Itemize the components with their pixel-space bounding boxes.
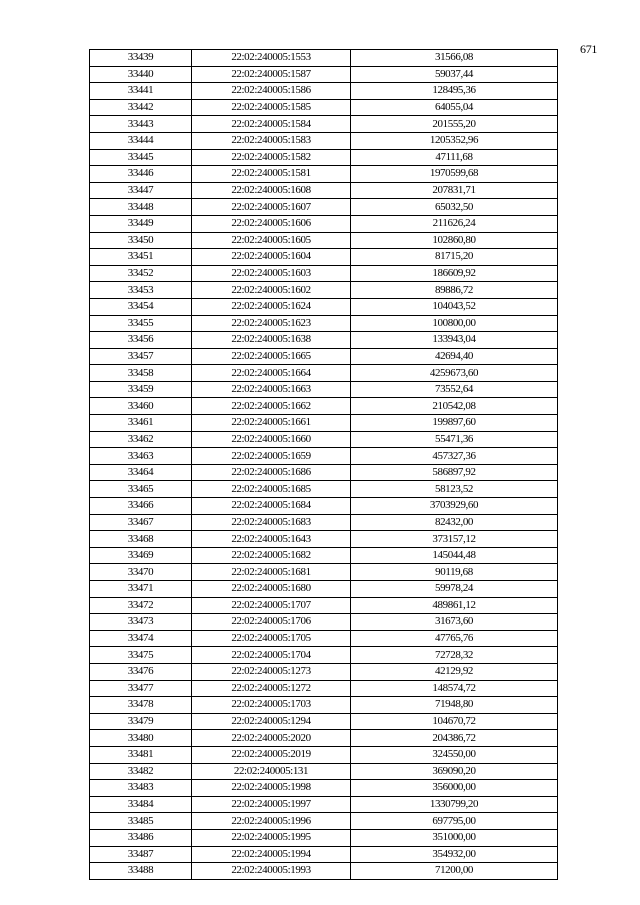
table-row — [90, 713, 558, 730]
table-row — [90, 332, 558, 349]
row-number-cell: 33485 — [90, 813, 192, 830]
table-row — [90, 315, 558, 332]
row-number-cell: 33479 — [90, 713, 192, 730]
row-number-cell: 33486 — [90, 829, 192, 846]
value-cell: 65032,50 — [351, 199, 558, 216]
value-cell: 4259673,60 — [351, 365, 558, 382]
value-cell: 31673,60 — [351, 614, 558, 631]
cadastral-number-cell: 22:02:240005:1603 — [192, 265, 351, 282]
cadastral-number-cell: 22:02:240005:1685 — [192, 481, 351, 498]
table-row — [90, 348, 558, 365]
value-cell: 47765,76 — [351, 630, 558, 647]
cadastral-number-cell: 22:02:240005:1606 — [192, 215, 351, 232]
row-number-cell: 33453 — [90, 282, 192, 299]
cadastral-number-cell: 22:02:240005:1663 — [192, 381, 351, 398]
value-cell: 31566,08 — [351, 50, 558, 67]
row-number-cell: 33471 — [90, 581, 192, 598]
cadastral-number-cell: 22:02:240005:1706 — [192, 614, 351, 631]
cadastral-number-cell: 22:02:240005:1681 — [192, 564, 351, 581]
row-number-cell: 33456 — [90, 332, 192, 349]
row-number-cell: 33484 — [90, 796, 192, 813]
value-cell: 697795,00 — [351, 813, 558, 830]
table-row — [90, 663, 558, 680]
table-row — [90, 597, 558, 614]
row-number-cell: 33482 — [90, 763, 192, 780]
row-number-cell: 33465 — [90, 481, 192, 498]
table-row — [90, 365, 558, 382]
value-cell: 59978,24 — [351, 581, 558, 598]
cadastral-number-cell: 22:02:240005:1584 — [192, 116, 351, 133]
value-cell: 100800,00 — [351, 315, 558, 332]
value-cell: 489861,12 — [351, 597, 558, 614]
table-row — [90, 415, 558, 432]
row-number-cell: 33449 — [90, 215, 192, 232]
cadastral-number-cell: 22:02:240005:1624 — [192, 298, 351, 315]
value-cell: 354932,00 — [351, 846, 558, 863]
value-cell: 128495,36 — [351, 83, 558, 100]
value-cell: 133943,04 — [351, 332, 558, 349]
cadastral-number-cell: 22:02:240005:1605 — [192, 232, 351, 249]
cadastral-number-cell: 22:02:240005:1686 — [192, 464, 351, 481]
value-cell: 82432,00 — [351, 514, 558, 531]
cadastral-number-cell: 22:02:240005:1586 — [192, 83, 351, 100]
table-row — [90, 829, 558, 846]
row-number-cell: 33454 — [90, 298, 192, 315]
cadastral-number-cell: 22:02:240005:1273 — [192, 663, 351, 680]
cadastral-number-cell: 22:02:240005:1995 — [192, 829, 351, 846]
cadastral-number-cell: 22:02:240005:131 — [192, 763, 351, 780]
cadastral-number-cell: 22:02:240005:1993 — [192, 863, 351, 880]
value-cell: 58123,52 — [351, 481, 558, 498]
table-row — [90, 614, 558, 631]
value-cell: 72728,32 — [351, 647, 558, 664]
value-cell: 324550,00 — [351, 746, 558, 763]
table-row — [90, 547, 558, 564]
value-cell: 356000,00 — [351, 780, 558, 797]
value-cell: 64055,04 — [351, 99, 558, 116]
table-row — [90, 398, 558, 415]
row-number-cell: 33440 — [90, 66, 192, 83]
value-cell: 104043,52 — [351, 298, 558, 315]
value-cell: 373157,12 — [351, 531, 558, 548]
row-number-cell: 33448 — [90, 199, 192, 216]
table-row — [90, 846, 558, 863]
value-cell: 211626,24 — [351, 215, 558, 232]
row-number-cell: 33474 — [90, 630, 192, 647]
row-number-cell: 33481 — [90, 746, 192, 763]
value-cell: 351000,00 — [351, 829, 558, 846]
row-number-cell: 33460 — [90, 398, 192, 415]
row-number-cell: 33480 — [90, 730, 192, 747]
row-number-cell: 33459 — [90, 381, 192, 398]
table-row — [90, 149, 558, 166]
value-cell: 204386,72 — [351, 730, 558, 747]
cadastral-number-cell: 22:02:240005:1704 — [192, 647, 351, 664]
table-row — [90, 464, 558, 481]
value-cell: 42129,92 — [351, 663, 558, 680]
table-row — [90, 813, 558, 830]
cadastral-number-cell: 22:02:240005:1996 — [192, 813, 351, 830]
table-row — [90, 498, 558, 515]
table-row — [90, 647, 558, 664]
value-cell: 89886,72 — [351, 282, 558, 299]
cadastral-number-cell: 22:02:240005:1553 — [192, 50, 351, 67]
value-cell: 1205352,96 — [351, 132, 558, 149]
value-cell: 3703929,60 — [351, 498, 558, 515]
row-number-cell: 33464 — [90, 464, 192, 481]
cadastral-number-cell: 22:02:240005:1604 — [192, 249, 351, 266]
value-cell: 81715,20 — [351, 249, 558, 266]
table-row — [90, 630, 558, 647]
row-number-cell: 33487 — [90, 846, 192, 863]
row-number-cell: 33439 — [90, 50, 192, 67]
value-cell: 104670,72 — [351, 713, 558, 730]
row-number-cell: 33444 — [90, 132, 192, 149]
cadastral-number-cell: 22:02:240005:1638 — [192, 332, 351, 349]
table-row — [90, 166, 558, 183]
table-row — [90, 282, 558, 299]
value-cell: 586897,92 — [351, 464, 558, 481]
cadastral-number-cell: 22:02:240005:1585 — [192, 99, 351, 116]
value-cell: 42694,40 — [351, 348, 558, 365]
table-row — [90, 50, 558, 67]
table-row — [90, 182, 558, 199]
value-cell: 201555,20 — [351, 116, 558, 133]
cadastral-number-cell: 22:02:240005:1659 — [192, 448, 351, 465]
value-cell: 1970599,68 — [351, 166, 558, 183]
row-number-cell: 33446 — [90, 166, 192, 183]
cadastral-number-cell: 22:02:240005:1272 — [192, 680, 351, 697]
table-row — [90, 298, 558, 315]
row-number-cell: 33483 — [90, 780, 192, 797]
table-row — [90, 746, 558, 763]
row-number-cell: 33469 — [90, 547, 192, 564]
row-number-cell: 33468 — [90, 531, 192, 548]
table-row — [90, 514, 558, 531]
cadastral-number-cell: 22:02:240005:1682 — [192, 547, 351, 564]
cadastral-number-cell: 22:02:240005:1703 — [192, 697, 351, 714]
row-number-cell: 33462 — [90, 431, 192, 448]
cadastral-number-cell: 22:02:240005:1294 — [192, 713, 351, 730]
cadastral-number-cell: 22:02:240005:1994 — [192, 846, 351, 863]
row-number-cell: 33445 — [90, 149, 192, 166]
cadastral-number-cell: 22:02:240005:1587 — [192, 66, 351, 83]
row-number-cell: 33463 — [90, 448, 192, 465]
row-number-cell: 33455 — [90, 315, 192, 332]
cadastral-number-cell: 22:02:240005:1665 — [192, 348, 351, 365]
row-number-cell: 33458 — [90, 365, 192, 382]
table-row — [90, 381, 558, 398]
row-number-cell: 33473 — [90, 614, 192, 631]
table-row — [90, 66, 558, 83]
table-row — [90, 116, 558, 133]
value-cell: 210542,08 — [351, 398, 558, 415]
table-row — [90, 265, 558, 282]
cadastral-number-cell: 22:02:240005:2020 — [192, 730, 351, 747]
cadastral-number-cell: 22:02:240005:1684 — [192, 498, 351, 515]
value-cell: 1330799,20 — [351, 796, 558, 813]
row-number-cell: 33461 — [90, 415, 192, 432]
table-row — [90, 232, 558, 249]
row-number-cell: 33476 — [90, 663, 192, 680]
value-cell: 148574,72 — [351, 680, 558, 697]
cadastral-number-cell: 22:02:240005:1602 — [192, 282, 351, 299]
cadastral-number-cell: 22:02:240005:2019 — [192, 746, 351, 763]
row-number-cell: 33478 — [90, 697, 192, 714]
cadastral-number-cell: 22:02:240005:1707 — [192, 597, 351, 614]
row-number-cell: 33477 — [90, 680, 192, 697]
row-number-cell: 33467 — [90, 514, 192, 531]
cadastral-number-cell: 22:02:240005:1623 — [192, 315, 351, 332]
table-row — [90, 697, 558, 714]
row-number-cell: 33457 — [90, 348, 192, 365]
table-row — [90, 431, 558, 448]
table-row — [90, 531, 558, 548]
row-number-cell: 33447 — [90, 182, 192, 199]
cadastral-number-cell: 22:02:240005:1607 — [192, 199, 351, 216]
table-row — [90, 564, 558, 581]
table-row — [90, 763, 558, 780]
table-row — [90, 249, 558, 266]
table-row — [90, 99, 558, 116]
table-row — [90, 730, 558, 747]
row-number-cell: 33451 — [90, 249, 192, 266]
row-number-cell: 33488 — [90, 863, 192, 880]
cadastral-number-cell: 22:02:240005:1608 — [192, 182, 351, 199]
table-row — [90, 215, 558, 232]
cadastral-number-cell: 22:02:240005:1582 — [192, 149, 351, 166]
table-row — [90, 581, 558, 598]
row-number-cell: 33475 — [90, 647, 192, 664]
value-cell: 145044,48 — [351, 547, 558, 564]
value-cell: 207831,71 — [351, 182, 558, 199]
value-cell: 47111,68 — [351, 149, 558, 166]
table-row — [90, 83, 558, 100]
table-row — [90, 796, 558, 813]
page-number: 671 — [580, 42, 598, 56]
table-row — [90, 863, 558, 880]
table-row — [90, 481, 558, 498]
cadastral-number-cell: 22:02:240005:1581 — [192, 166, 351, 183]
value-cell: 73552,64 — [351, 381, 558, 398]
row-number-cell: 33443 — [90, 116, 192, 133]
row-number-cell: 33472 — [90, 597, 192, 614]
row-number-cell: 33466 — [90, 498, 192, 515]
cadastral-value-table — [89, 49, 558, 880]
value-cell: 102860,80 — [351, 232, 558, 249]
cadastral-number-cell: 22:02:240005:1680 — [192, 581, 351, 598]
cadastral-number-cell: 22:02:240005:1998 — [192, 780, 351, 797]
value-cell: 90119,68 — [351, 564, 558, 581]
value-cell: 457327,36 — [351, 448, 558, 465]
value-cell: 71200,00 — [351, 863, 558, 880]
table-row — [90, 199, 558, 216]
cadastral-number-cell: 22:02:240005:1683 — [192, 514, 351, 531]
cadastral-number-cell: 22:02:240005:1643 — [192, 531, 351, 548]
value-cell: 199897,60 — [351, 415, 558, 432]
cadastral-number-cell: 22:02:240005:1997 — [192, 796, 351, 813]
cadastral-number-cell: 22:02:240005:1660 — [192, 431, 351, 448]
table-body — [90, 50, 558, 880]
row-number-cell: 33470 — [90, 564, 192, 581]
row-number-cell: 33441 — [90, 83, 192, 100]
value-cell: 369090,20 — [351, 763, 558, 780]
value-cell: 71948,80 — [351, 697, 558, 714]
cadastral-number-cell: 22:02:240005:1705 — [192, 630, 351, 647]
cadastral-number-cell: 22:02:240005:1661 — [192, 415, 351, 432]
row-number-cell: 33452 — [90, 265, 192, 282]
table-row — [90, 780, 558, 797]
row-number-cell: 33442 — [90, 99, 192, 116]
table-row — [90, 132, 558, 149]
value-cell: 55471,36 — [351, 431, 558, 448]
row-number-cell: 33450 — [90, 232, 192, 249]
cadastral-number-cell: 22:02:240005:1664 — [192, 365, 351, 382]
cadastral-number-cell: 22:02:240005:1662 — [192, 398, 351, 415]
value-cell: 59037,44 — [351, 66, 558, 83]
table-row — [90, 680, 558, 697]
table-row — [90, 448, 558, 465]
cadastral-number-cell: 22:02:240005:1583 — [192, 132, 351, 149]
value-cell: 186609,92 — [351, 265, 558, 282]
